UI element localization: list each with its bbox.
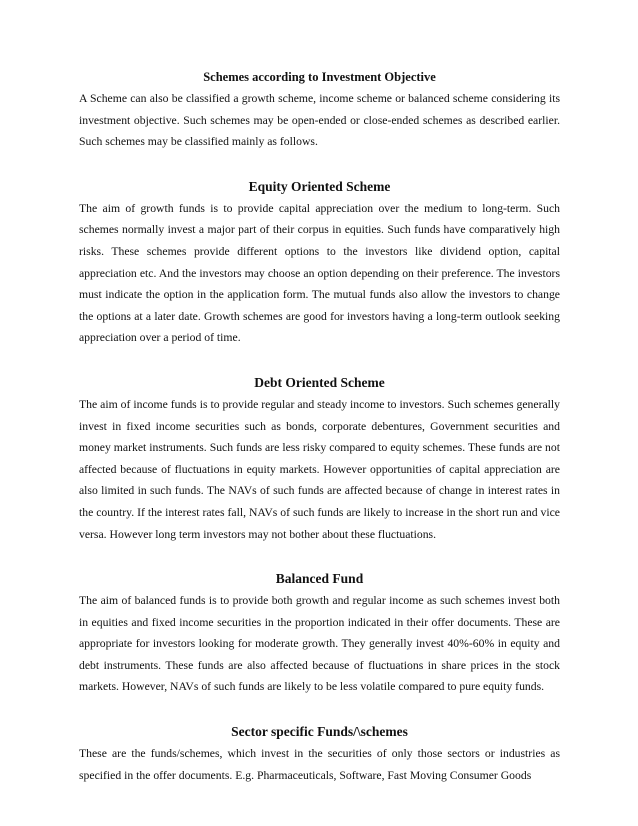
section-paragraph: These are the funds/schemes, which invest in the securities of only those sectors or industries as specified in the offer documents. E.g. Pharmaceuticals, Software, Fast Moving Consumer Goods bbox=[79, 747, 560, 782]
section-paragraph: A Scheme can also be classified a growth scheme, income scheme or balanced scheme considering its investment objective. Such schemes may be open-ended or close-ended schemes as described earlier. Such schemes may be classified mainly as follows. bbox=[79, 92, 560, 149]
section-heading: Debt Oriented Scheme bbox=[254, 374, 385, 390]
section-balanced-fund bbox=[79, 569, 560, 698]
section-investment-objective bbox=[79, 68, 560, 153]
section-heading: Schemes according to Investment Objective bbox=[203, 70, 436, 84]
section-debt-oriented-scheme bbox=[79, 373, 560, 545]
section-heading: Balanced Fund bbox=[275, 571, 364, 587]
document-page bbox=[79, 68, 560, 786]
section-heading: Sector specific Funds/\schemes bbox=[231, 724, 408, 740]
section-paragraph: The aim of growth funds is to provide capital appreciation over the medium to long-term. Such schemes normally invest a major part of their corpus in equities. Such funds have comparatively high risks. These schemes provide different options to the investors like dividend option, capital appreciation etc. And the investors may choose an option depending on their preference. The investors must indicate the option in the application form. The mutual funds also allow the investors to change the options at a later date. Growth schemes are good for investors having a long-term outlook seeking appreciation over a period of time. bbox=[79, 201, 560, 345]
section-equity-oriented-scheme bbox=[79, 177, 560, 349]
section-paragraph: The aim of balanced funds is to provide both growth and regular income as such schemes invest both in equities and fixed income securities in the proportion indicated in their offer documents. These are appropriate for investors looking for moderate growth. They generally invest 40%-60% in equity and debt instruments. These funds are also affected because of fluctuations in share prices in the stock markets. However, NAVs of such funds are likely to be less volatile compared to pure equity funds. bbox=[79, 594, 560, 694]
section-sector-specific-funds bbox=[79, 722, 560, 786]
section-heading: Equity Oriented Scheme bbox=[248, 178, 391, 194]
section-paragraph: The aim of income funds is to provide regular and steady income to investors. Such schemes generally invest in fixed income securities such as bonds, corporate debentures, Government securities and money market instruments. Such funds are less risky compared to equity schemes. These funds are not affected because of fluctuations in equity markets. However opportunities of capital appreciation are also limited in such funds. The NAVs of such funds are affected because of change in interest rates in the country. If the interest rates fall, NAVs of such funds are likely to increase in the short run and vice versa. However long term investors may not bother about these fluctuations. bbox=[79, 397, 560, 541]
